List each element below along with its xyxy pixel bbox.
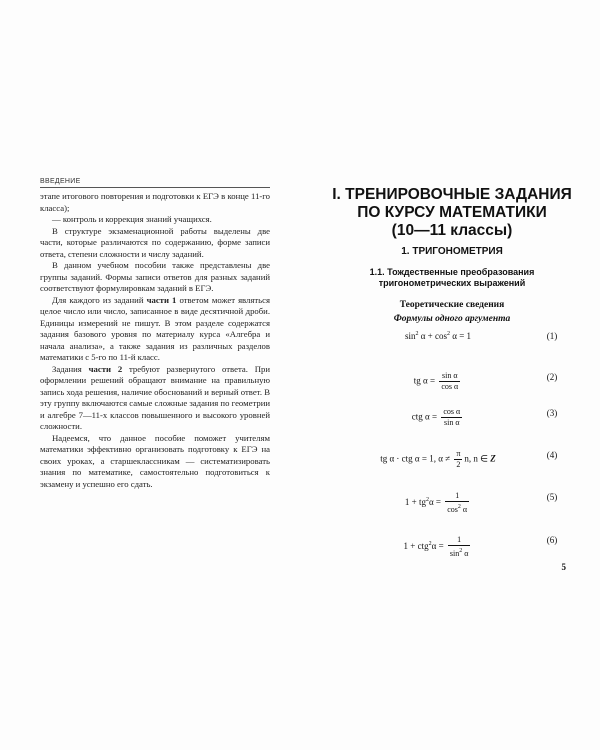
equation-number: (4) (546, 450, 558, 460)
formula-text: sin (404, 331, 416, 341)
theory-heading: Теоретические сведения (399, 300, 505, 310)
fraction (454, 449, 462, 470)
introduction-text (40, 191, 270, 490)
fraction (439, 371, 460, 392)
equation-number: (2) (546, 372, 558, 382)
formula-2 (318, 371, 558, 392)
paragraph: этапе итогового повторения и подготовки к ЕГЭ в конце 11-го класса); (40, 191, 270, 213)
subsection-title (318, 267, 586, 289)
subsection-title-line: тригонометрических выражений (378, 278, 526, 288)
paragraph-text: Задания (52, 363, 89, 374)
fraction (448, 535, 471, 559)
fraction-numerator: π (456, 449, 461, 458)
fraction (441, 407, 462, 428)
part-2-emphasis: части 2 (88, 363, 123, 374)
formula-text: α (460, 505, 468, 514)
part-1-emphasis: части 1 (146, 294, 177, 305)
formula-5 (318, 491, 558, 515)
paragraph: В данном учебном пособии также представлены две группы заданий. Формы записи ответов для разных заданий соответствуют формулировкам заданий в ЕГЭ. (40, 260, 270, 293)
chapter-title-line: (10—11 классы) (391, 222, 513, 239)
fraction-numerator: cos α (443, 407, 461, 416)
paragraph-text: ответом может являться целое число или число, записанное в виде десятичной дроби. Единицы измерений не пишут. В этом разделе содержатся задания базового уровня по материалу курса «Алгебра и начала анализа», а также задания из различных разделов математики с 5-го по 11-й класс. (40, 294, 270, 362)
paragraph: — контроль и коррекция знаний учащихся. (52, 214, 212, 224)
formula-exponent: 2 (459, 548, 463, 554)
integer-set-symbol: Z (490, 453, 496, 464)
formula-text: α = (431, 541, 446, 552)
formula-text: 1 + ctg (403, 541, 429, 552)
formula-exponent: 2 (457, 504, 461, 510)
equation-number: (6) (546, 535, 558, 545)
fraction-denominator: sin α (444, 418, 460, 427)
formula-text: 1 + tg (404, 497, 426, 508)
formula-exponent: 2 (415, 331, 419, 337)
formula-exponent: 2 (447, 331, 450, 337)
fraction-numerator: 1 (448, 535, 471, 546)
formula-exponent: 2 (428, 541, 432, 548)
paragraph-text: требуют развернутого ответа. При оформлении решений обращают внимание на правильную запись хода решения, наличие обоснований и верный ответ. В эту группу включаются самые сложные задания по геометрии и алгебре 7—11-х классов повышенного и высокого уровней сложности. (40, 363, 270, 431)
formula-text: cos (447, 505, 458, 514)
chapter-title (318, 186, 586, 240)
formula-text: α = (428, 497, 444, 508)
fraction-denominator: cos α (441, 382, 459, 391)
section-title: 1. ТРИГОНОМЕТРИЯ (401, 246, 503, 257)
formula-text: tg α · ctg α = 1, α ≠ (380, 453, 453, 464)
running-head: ВВЕДЕНИЕ (40, 178, 270, 188)
fraction-denominator (445, 502, 469, 515)
page-number: 5 (561, 562, 566, 572)
formulas-heading: Формулы одного аргумента (393, 314, 511, 324)
fraction-numerator: 1 (445, 491, 469, 502)
equation-number: (5) (546, 492, 558, 502)
formula-3 (318, 407, 558, 428)
formula-text: ctg α = (411, 411, 440, 422)
fraction-numerator: sin α (439, 371, 460, 382)
chapter-title-line: ПО КУРСУ МАТЕМАТИКИ (357, 204, 547, 221)
formula-6 (318, 535, 558, 559)
formula-1 (318, 331, 558, 341)
paragraph (40, 364, 270, 433)
subsection-title-line: 1.1. Тождественные преобразования (369, 267, 535, 277)
formula-text: α (462, 549, 469, 558)
equation-number: (3) (546, 408, 558, 418)
paragraph (40, 295, 270, 364)
formula-text: α = 1 (450, 331, 472, 341)
paragraph-text: Для каждого из заданий (52, 294, 147, 305)
fraction-denominator: 2 (456, 460, 461, 469)
fraction (445, 491, 469, 515)
fraction-denominator (448, 546, 471, 559)
formula-text: α + cos (418, 331, 447, 341)
formula-text: tg α = (413, 375, 438, 386)
formula-text: n, n ∈ (464, 453, 491, 464)
paragraph: В структуре экзаменационной работы выделены две части, которые различаются по содержанию, форме записи ответа, степени сложности и числу заданий. (40, 225, 270, 259)
formula-exponent: 2 (425, 497, 429, 504)
chapter-title-line: I. ТРЕНИРОВОЧНЫЕ ЗАДАНИЯ (332, 186, 572, 203)
paragraph: Надеемся, что данное пособие поможет учителям математики эффективно организовать подготовку к ЕГЭ на своих уроках, а старшеклассникам — систематизировать знания по математике, самостоятельно подготовиться к экзамену и успешно его сдать. (40, 432, 270, 489)
formula-4 (318, 449, 558, 470)
formula-text: sin (449, 549, 460, 558)
equation-number: (1) (546, 331, 558, 341)
